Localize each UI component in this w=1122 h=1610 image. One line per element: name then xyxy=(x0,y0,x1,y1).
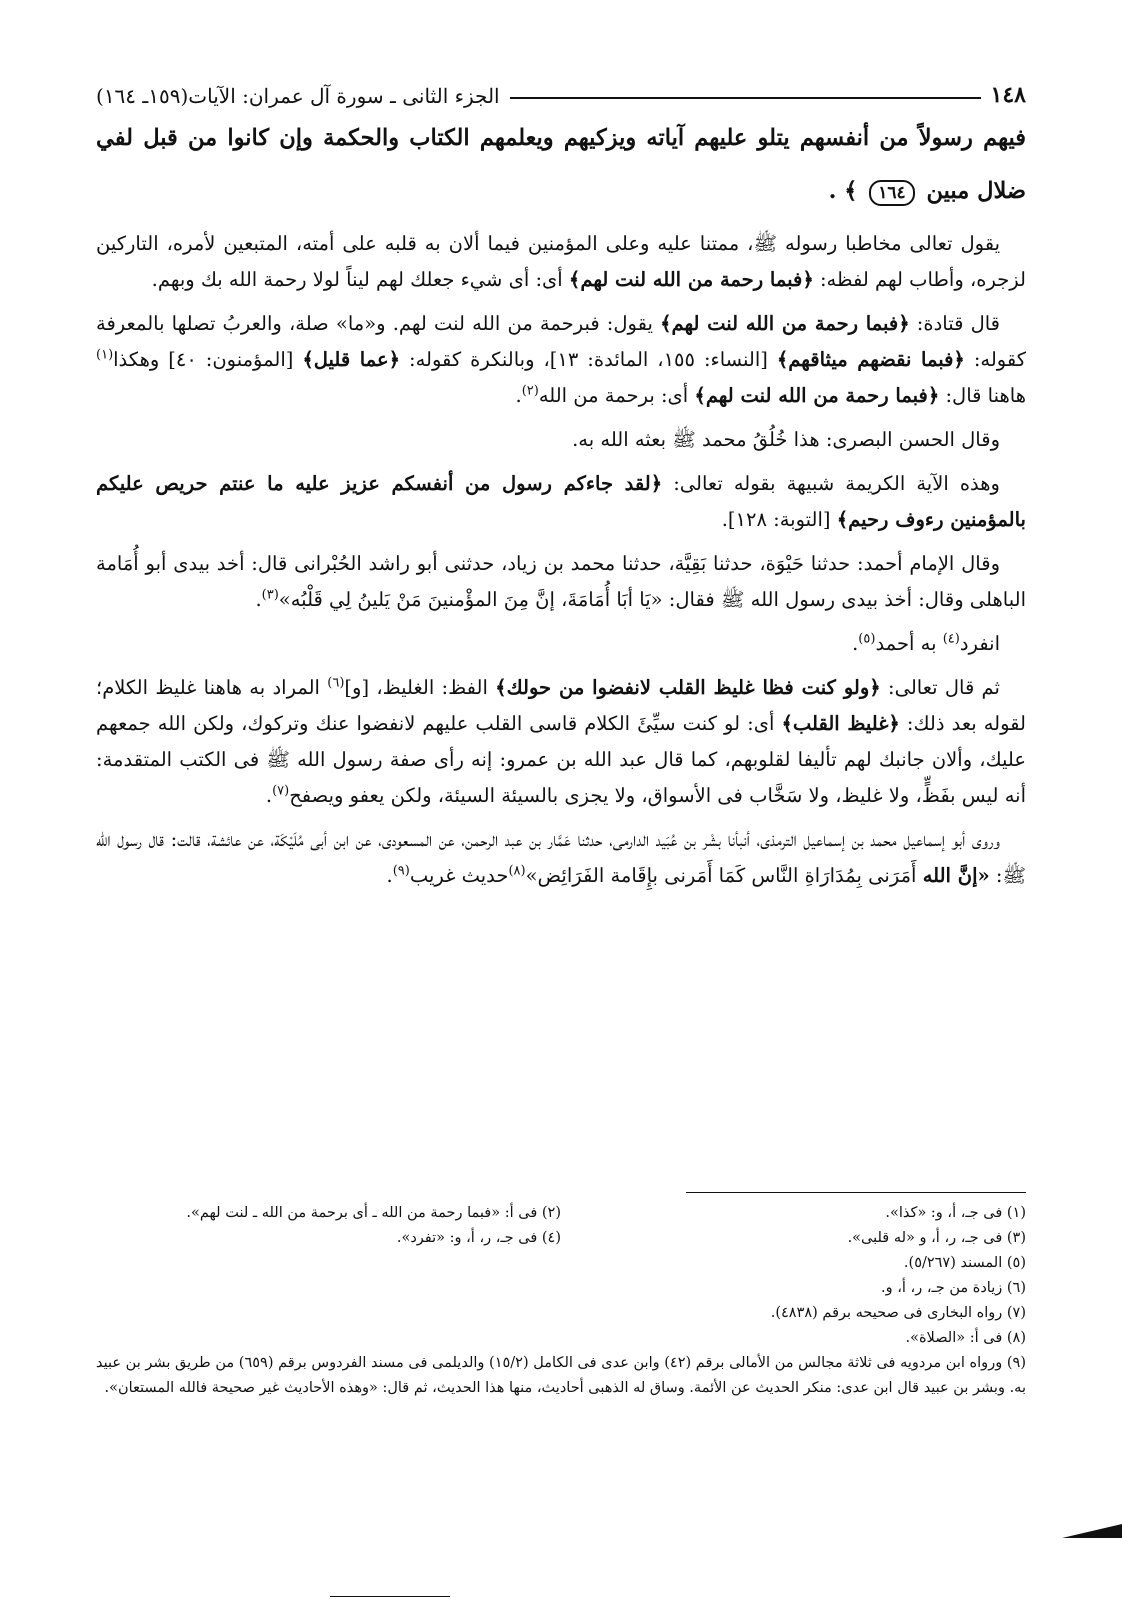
footnote-3: (٣) فى جـ، ر، أ، و «له قلبى». xyxy=(847,1230,1026,1246)
quran-quote: ﴿ولو كنت فظا غليظ القلب لانفضوا من حولك﴾ xyxy=(495,676,881,699)
footnote-8: (٨) فى أ: «الصلاة». xyxy=(905,1330,1026,1346)
footnote-ref: (٥) xyxy=(858,631,876,647)
paragraph-1 xyxy=(96,226,1026,298)
text: أى: برحمة من الله xyxy=(538,384,695,407)
verse-end: ﴾ . xyxy=(828,178,858,204)
text: وهذه الآية الكريمة شبيهة بقوله تعالى: xyxy=(662,472,1000,495)
quran-quote: ﴿فبما رحمة من الله لنت لهم﴾ xyxy=(694,384,940,407)
footnote-ref: (٣) xyxy=(261,587,279,603)
text: قال قتادة: xyxy=(909,312,1000,335)
paragraph-3 xyxy=(96,422,1026,458)
bottom-rule xyxy=(330,1596,450,1597)
footnote-separator xyxy=(686,1192,1026,1193)
text: حديث غريب xyxy=(409,864,509,887)
footnote-row xyxy=(96,1201,1026,1226)
footnote-7: (٧) رواه البخارى فى صحيحه برقم (٤٨٣٨). xyxy=(770,1305,1026,1321)
paragraph-4 xyxy=(96,466,1026,538)
text: . xyxy=(852,632,859,655)
text: وروى أبو إسماعيل محمد بن إسماعيل الترمذى، أنبأنا بشْر بن عُبَيد الدارمى، حدثنا عَمَّار بن عبد الرحمن، عن المسعودى، عن ابن أبى مُلَيْكَة، عن عائشة، قالت: قال رسول الله ﷺ: xyxy=(96,828,1026,887)
text: وقال الحسن البصرى: هذا خُلُقُ محمد ﷺ بعثه الله به. xyxy=(572,428,1000,451)
ayah-number: ١٦٤ xyxy=(869,180,914,206)
footnote-2: (٢) فى أ: «فبما رحمة من الله ـ أى برحمة من الله ـ لنت لهم». xyxy=(186,1205,561,1221)
text: به أحمد xyxy=(875,632,943,655)
text: أى: لو كنت سيِّئَ الكلام قاسى القلب عليهم لانفضوا عنك وتركوك، ولكن الله جمعهم عليك، وألان جانبك لهم تأليفا لقلوبهم، كما قال عبد الله بن عمرو: إنه رأى صفة رسول الله ﷺ فى الكتب المتقدمة: أنه ليس بفَظٍّ، ولا غليظ، ولا سَخَّاب فى الأسواق، ولا يجزى بالسيئة السيئة، ولكن يعفو ويصفح xyxy=(96,712,1026,807)
text: هاهنا قال: xyxy=(939,384,1026,407)
footnote-ref: (٤) xyxy=(942,631,960,647)
quran-quote: ﴿فبما نقضهم ميثاقهم﴾ xyxy=(776,348,965,371)
footnote-ref: (٧) xyxy=(272,783,290,799)
footnote-9: (٩) ورواه ابن مردويه فى ثلاثة مجالس من الأمالى برقم (٤٢) وابن عدى فى الكامل (١٥/٢) والديلمى فى مسند الفردوس برقم (٦٥٩) من طريق بشر بن عبيد به. وبشر بن عبيد قال ابن عدى: منكر الحديث عن الأئمة. وساق له الذهبى أحاديث، منها هذا الحديث، ثم قال: «وهذه الأحاديث غير صحيحة فالله المستعان». xyxy=(96,1355,1026,1396)
footnote-row xyxy=(96,1226,1026,1251)
paragraph-2 xyxy=(96,306,1026,414)
text: . xyxy=(515,384,522,407)
quran-quote: ﴿غليظ القلب﴾ xyxy=(781,712,900,735)
main-text xyxy=(96,112,1026,902)
text: ثم قال تعالى: xyxy=(880,676,1000,699)
footnote-4: (٤) فى جـ، ر، أ، و: «تفرد». xyxy=(396,1230,561,1246)
footnote-ref: (٦) xyxy=(327,675,345,691)
paragraph-5 xyxy=(96,546,1026,618)
running-header xyxy=(96,68,1026,108)
text: [النساء: ١٥٥، المائدة: ١٣]، وبالنكرة كقوله: xyxy=(400,348,777,371)
footnote-5: (٥) المسند (٥/٢٦٧). xyxy=(903,1255,1026,1271)
paragraph-6 xyxy=(96,626,1026,662)
quran-quote: ﴿فبما رحمة من الله لنت لهم﴾ xyxy=(660,312,910,335)
footnote-ref: (٩) xyxy=(392,863,410,879)
text: . xyxy=(265,784,273,807)
footnote-1: (١) فى جـ، أ، و: «كذا». xyxy=(885,1205,1026,1221)
verse-text: فيهم رسولاً من أنفسهم يتلو عليهم آياته ويزكيهم ويعلمهم الكتاب والحكمة وإن كانوا من قبل لفي ضلال مبين xyxy=(96,125,1026,204)
paragraph-8 xyxy=(96,822,1026,894)
header-rule xyxy=(510,97,981,99)
paragraph-7 xyxy=(96,670,1026,814)
text: أى: أى شيء جعلك لهم ليناً لولا رحمة الله بك وبهم. xyxy=(151,268,569,291)
footnotes xyxy=(96,1192,1026,1401)
text: يقول تعالى مخاطبا رسوله ﷺ، ممتنا عليه وعلى المؤمنين فيما ألان به قلبه على أمته، المتبعين لأمره، التاركين لزجره، وأطاب لهم لفظه: xyxy=(96,232,1026,291)
hadith-quote: «إنَّ الله xyxy=(922,864,990,887)
text: انفرد xyxy=(959,632,1000,655)
text: أَمَرَنى بِمُدَارَاةِ النَّاس كَمَا أَمَرنى بإِقَامة الفَرَائِض» xyxy=(525,864,923,887)
text: . xyxy=(255,588,262,611)
page-corner-mark xyxy=(1062,1524,1122,1538)
quran-verse xyxy=(96,112,1026,218)
footnote-ref: (١) xyxy=(96,347,114,363)
footnote-ref: (٨) xyxy=(508,863,526,879)
quran-quote: ﴿لقد جاءكم رسول من أنفسكم عزيز عليه ما عنتم حريص عليكم بالمؤمنين رءوف رحيم﴾ xyxy=(96,472,1026,531)
footnote-ref: (٢) xyxy=(521,383,539,399)
header-title: الجزء الثانى ـ سورة آل عمران: الآيات(١٥٩ـ ١٦٤) xyxy=(96,84,500,108)
quran-quote: ﴿عما قليل﴾ xyxy=(302,348,401,371)
footnote-6: (٦) زيادة من جـ، ر، أ، و. xyxy=(881,1280,1026,1296)
quran-quote: ﴿فبما رحمة من الله لنت لهم﴾ xyxy=(568,268,814,291)
text: يقول: فبرحمة من الله لنت لهم. و«ما» صلة، والعربُ تصلها بالمعرفة كقوله: xyxy=(96,312,1027,371)
text: المراد به هاهنا غليظ الكلام؛ لقوله بعد ذلك: xyxy=(96,676,1026,735)
text: [التوبة: ١٢٨]. xyxy=(721,508,837,531)
text: الفظ: الغليظ، [و] xyxy=(344,676,496,699)
text: وقال الإمام أحمد: حدثنا حَيْوَة، حدثنا بَقِيَّة، حدثنا محمد بن زياد، حدثنى أبو راشد الحُبْرانى قال: أخد بيدى أبو أُمَامة الباهلى وقال: أخذ بيدى رسول الله ﷺ فقال: «يَا أبَا أُمَامَةَ، إنَّ مِنَ المؤْمنينَ مَنْ يَلينُ لِي قَلْبُه» xyxy=(96,552,1026,611)
text: [المؤمنون: ٤٠] وهكذا xyxy=(113,348,303,371)
text: . xyxy=(386,864,393,887)
page-number: ١٤٨ xyxy=(990,82,1026,108)
